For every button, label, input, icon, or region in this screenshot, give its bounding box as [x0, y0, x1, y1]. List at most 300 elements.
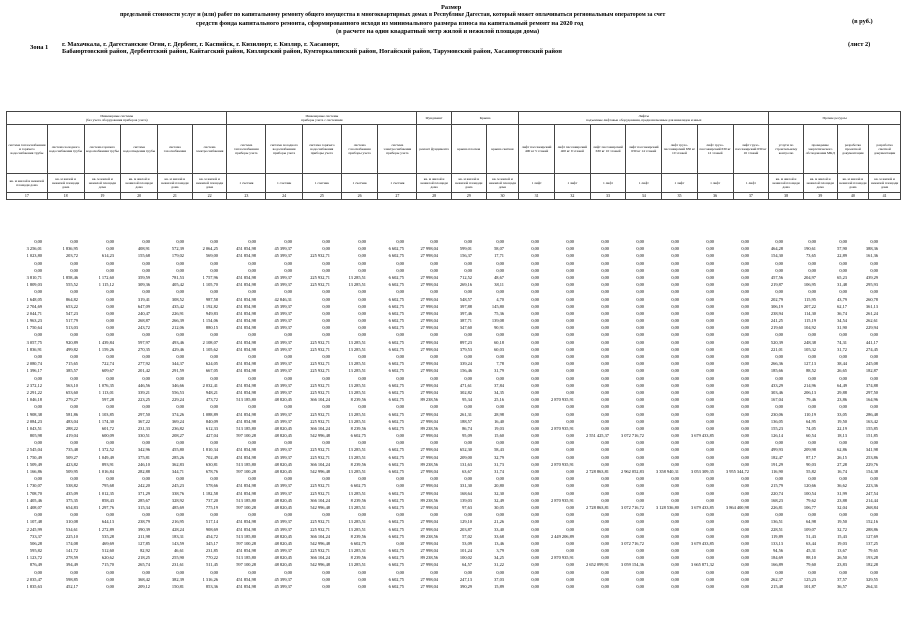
table-cell: 0,00 [70, 239, 78, 244]
table-cell: 0,00 [176, 440, 184, 446]
table-cell: 3 072 716,72 [620, 433, 644, 439]
table-cell: 36,57 [837, 584, 847, 589]
table-cell: 0,00 [176, 289, 184, 295]
table-cell: 0,00 [741, 548, 749, 554]
table-cell: 228,51 [770, 526, 783, 532]
table-cell: 0,00 [671, 303, 679, 309]
table-cell: 45 399,37 [274, 454, 292, 460]
table-cell: 3 059 154,36 [620, 562, 644, 568]
table-cell: 27 998,04 [420, 540, 438, 546]
table-cell: 125,23 [803, 576, 816, 582]
table-cell: 310,08 [65, 519, 78, 525]
table-cell: 0,00 [396, 512, 404, 518]
column-header: разработка сметной документации [869, 125, 901, 174]
table-cell: 238,94 [770, 310, 783, 316]
table-cell: 548,57 [459, 296, 472, 302]
table-cell: 0,00 [34, 332, 42, 338]
table-cell: 0,00 [430, 404, 438, 410]
table-cell: 897,23 [459, 339, 472, 345]
table-cell: 517,14 [205, 519, 218, 525]
column-unit: кв. м жилой и нежилой площади дома [837, 174, 869, 193]
table-cell: 599,01 [459, 246, 472, 252]
table-cell: 0,00 [636, 526, 644, 532]
table-cell: 27 998,04 [420, 447, 438, 453]
table-cell: 0,00 [176, 512, 184, 518]
table-cell: 0,00 [601, 512, 609, 518]
table-cell: 388,36 [865, 246, 878, 252]
table-cell: 225 932,71 [310, 526, 330, 532]
table-cell: 0,00 [706, 404, 714, 410]
column-unit: 1 счетчик [266, 174, 303, 193]
table-cell: 0,00 [741, 325, 749, 331]
table-cell: 0,00 [106, 576, 114, 582]
table-cell: 0,00 [322, 354, 330, 359]
table-row [6, 468, 901, 475]
table-cell: 0,00 [741, 519, 749, 525]
column-unit: 1 лифт [733, 174, 769, 193]
table-cell: 34,35 [494, 389, 504, 395]
table-cell: 0,00 [358, 253, 366, 259]
table-cell: 0,00 [706, 303, 714, 309]
table-cell: 0,00 [322, 296, 330, 302]
table-cell: 48 820,45 [274, 555, 292, 561]
table-cell: 0,00 [210, 332, 218, 338]
table-row [6, 454, 901, 461]
table-cell: 542 996,48 [310, 469, 330, 474]
table-cell: 6 602,75 [388, 325, 404, 331]
table-cell: 513 185,80 [236, 555, 256, 561]
table-cell: 0,00 [706, 490, 714, 496]
table-cell: 19,03 [494, 425, 504, 431]
table-cell: 13 285,51 [348, 382, 366, 388]
table-cell: 0,00 [430, 569, 438, 575]
column-header: разработка проектной документации [837, 125, 869, 174]
table-cell: 0,00 [741, 389, 749, 395]
table-cell: 394,49 [65, 562, 78, 568]
table-cell: 231,85 [205, 548, 218, 554]
table-cell: 0,00 [741, 425, 749, 431]
table-cell: 0,00 [284, 289, 292, 295]
table-cell: 715,70 [101, 562, 114, 568]
table-cell: 319,41 [137, 296, 150, 302]
table-cell: 0,00 [464, 476, 472, 482]
table-cell: 0,00 [741, 318, 749, 324]
table-cell: 0,00 [531, 548, 539, 554]
table-cell: 33,05 [837, 411, 847, 417]
table-cell: 0,00 [322, 303, 330, 309]
table-cell: 455,80 [171, 447, 184, 453]
table-cell: 0,00 [70, 289, 78, 295]
table-cell: 1 192,82 [202, 303, 218, 309]
table-cell: 609,67 [101, 368, 114, 374]
table-cell: 366 104,24 [310, 497, 330, 503]
table-cell: 374,88 [865, 382, 878, 388]
table-cell: 0,00 [671, 519, 679, 525]
table-cell: 0,00 [706, 296, 714, 302]
table-cell: 0,00 [671, 476, 679, 482]
table-cell: 0,00 [464, 260, 472, 266]
table-cell: 202,79 [770, 296, 783, 302]
table-cell: 0,00 [531, 361, 539, 367]
table-cell: 0,00 [284, 375, 292, 381]
table-cell: 0,00 [396, 267, 404, 273]
table-cell: 1 963,23 [26, 318, 42, 324]
table-cell: 13 285,51 [348, 368, 366, 374]
table-cell: 45 399,37 [274, 483, 292, 489]
table-cell: 0,00 [106, 303, 114, 309]
table-cell: 0,00 [808, 260, 816, 266]
table-cell: 0,00 [636, 310, 644, 316]
table-cell: 597 100,28 [236, 540, 256, 546]
table-cell: 0,00 [396, 332, 404, 338]
table-cell: 0,00 [636, 332, 644, 338]
table-cell: 1 908,38 [26, 411, 42, 417]
table-cell: 0,00 [636, 404, 644, 410]
table-cell: 451 854,98 [236, 361, 256, 367]
column-unit: кв. м жилой и нежилой площади дома [869, 174, 901, 193]
table-cell: 242,20 [137, 483, 150, 489]
table-cell: 0,00 [741, 368, 749, 374]
table-cell: 6 602,75 [388, 454, 404, 460]
table-cell: 0,00 [531, 318, 539, 324]
table-cell: 248,38 [803, 339, 816, 345]
table-cell: 27 998,04 [420, 411, 438, 417]
doc-title-line3: (в расчете на один квадратный метр жилой и нежилой площади дома) [336, 28, 540, 35]
table-cell: 654,83 [65, 504, 78, 510]
table-cell: 733,37 [29, 533, 42, 539]
table-cell: 0,00 [636, 303, 644, 309]
table-cell: 0,00 [706, 260, 714, 266]
table-cell: 247,54 [865, 490, 878, 496]
column-header: система горячего водоснабжения приборы учета [302, 125, 341, 174]
table-cell: 8 239,56 [350, 461, 366, 467]
table-cell: 513 185,80 [236, 533, 256, 539]
table-cell: 0,00 [636, 483, 644, 489]
table-cell: 0,00 [636, 476, 644, 482]
table-cell: 1 182,58 [202, 490, 218, 496]
table-cell: 0,00 [601, 569, 609, 575]
table-cell: 0,00 [775, 239, 783, 244]
table-cell: 520,39 [770, 339, 783, 345]
column-number: 24 [266, 193, 303, 200]
table-cell: 0,00 [566, 440, 574, 446]
table-cell: 26,65 [837, 368, 847, 374]
table-cell: 37,57 [837, 576, 847, 582]
table-cell: 0,00 [566, 332, 574, 338]
table-cell: 18,13 [837, 433, 847, 439]
table-cell: 0,00 [601, 239, 609, 244]
table-cell: 770,22 [205, 555, 218, 561]
table-cell: 34,25 [494, 555, 504, 561]
table-cell: 219,87 [770, 282, 783, 288]
table-cell: 0,00 [531, 325, 539, 331]
table-cell: 1 123,72 [26, 555, 42, 561]
table-row [6, 403, 901, 410]
table-cell: 0,00 [636, 497, 644, 503]
table-cell: 0,00 [284, 239, 292, 244]
column-number: 41 [869, 193, 901, 200]
table-cell: 0,00 [531, 469, 539, 474]
table-cell: 6 602,75 [388, 425, 404, 431]
table-cell: 0,00 [496, 569, 504, 575]
table-cell: 27 998,04 [420, 584, 438, 589]
table-cell: 0,00 [741, 296, 749, 302]
table-cell: 0,00 [531, 504, 539, 510]
table-cell: 601,72 [101, 425, 114, 431]
table-cell: 0,00 [741, 555, 749, 561]
table-cell: 13 285,51 [348, 274, 366, 280]
table-cell: 302,82 [459, 389, 472, 395]
table-cell: 0,00 [322, 310, 330, 316]
table-cell: 2 080,74 [26, 361, 42, 367]
table-cell: 0,00 [358, 303, 366, 309]
table-cell: 0,00 [636, 267, 644, 273]
table-cell: 0,00 [741, 375, 749, 381]
column-header: система электроснабжения [192, 125, 227, 174]
group-other: Прочие ресурсы [769, 112, 901, 125]
table-cell: 1 297,76 [98, 504, 114, 510]
column-unit: кв. м жилой и нежилой площади дома [47, 174, 84, 193]
table-cell: 0,00 [671, 239, 679, 244]
table-cell: 366 104,24 [310, 533, 330, 539]
table-cell: 0,00 [601, 339, 609, 345]
table-cell: 45 399,37 [274, 418, 292, 424]
table-cell: 0,00 [531, 296, 539, 302]
table-cell: 0,00 [706, 526, 714, 532]
table-cell: 0,00 [870, 260, 878, 266]
table-cell: 64,57 [462, 562, 472, 568]
table-cell: 0,00 [706, 289, 714, 295]
table-cell: 0,00 [775, 260, 783, 266]
table-cell: 0,00 [775, 332, 783, 338]
table-cell: 0,00 [706, 454, 714, 460]
table-row [6, 554, 901, 561]
table-cell: 737,20 [205, 497, 218, 503]
table-cell: 45 399,37 [274, 584, 292, 589]
column-header: система теплоснабжения и горячего водоснабжения трубы [7, 125, 48, 174]
table-cell: 6 602,75 [388, 246, 404, 252]
table-cell: 27 998,04 [420, 274, 438, 280]
table-cell: 6 602,75 [388, 411, 404, 417]
table-cell: 0,00 [70, 569, 78, 575]
table-cell: 0,00 [496, 476, 504, 482]
table-cell: 0,00 [34, 375, 42, 381]
table-cell: 0,00 [531, 512, 539, 518]
table-cell: 0,00 [706, 332, 714, 338]
table-cell: 0,00 [464, 440, 472, 446]
table-cell: 179,02 [171, 253, 184, 259]
table-cell: 0,00 [636, 382, 644, 388]
table-cell: 229,76 [865, 461, 878, 467]
column-header: система холодного водоснабжения приборы учета [266, 125, 303, 174]
table-cell: 341,98 [865, 447, 878, 453]
table-cell: 0,00 [566, 267, 574, 273]
table-cell: 1 648,05 [26, 296, 42, 302]
table-cell: 0,00 [839, 404, 847, 410]
table-cell: 0,00 [396, 440, 404, 446]
table-cell: 8 239,56 [350, 533, 366, 539]
table-cell: 647,09 [137, 303, 150, 309]
table-cell: 0,00 [636, 274, 644, 280]
table-cell: 0,00 [464, 289, 472, 295]
table-cell: 597,97 [137, 339, 150, 345]
table-cell: 542 996,48 [310, 504, 330, 510]
table-cell: 0,00 [870, 512, 878, 518]
table-cell: 0,00 [706, 440, 714, 446]
table-cell: 185,66 [770, 368, 783, 374]
table-cell: 27 998,04 [420, 310, 438, 316]
table-cell: 0,00 [396, 540, 404, 546]
table-cell: 366 104,24 [310, 425, 330, 431]
column-header: система газоснабжения [158, 125, 193, 174]
table-cell: 268,87 [137, 318, 150, 324]
table-cell: 0,00 [706, 325, 714, 331]
table-cell: 0,00 [566, 584, 574, 589]
table-cell: 0,00 [430, 512, 438, 518]
table-cell: 0,00 [358, 325, 366, 331]
table-cell: 572,39 [171, 246, 184, 252]
table-cell: 0,00 [248, 354, 256, 359]
table-cell: 0,00 [636, 454, 644, 460]
table-cell: 6 602,75 [388, 497, 404, 503]
table-cell: 0,00 [706, 389, 714, 395]
table-cell: 64,49 [837, 382, 847, 388]
table-cell: 678,76 [205, 469, 218, 474]
table-cell: 451 854,98 [236, 548, 256, 554]
table-cell: 513 185,80 [236, 497, 256, 503]
table-cell: 2 551 425,37 [585, 433, 609, 439]
table-cell: 51,43 [806, 533, 816, 539]
column-unit: 1 лифт [697, 174, 733, 193]
table-cell: 0,00 [671, 418, 679, 424]
table-cell: 238,79 [137, 519, 150, 525]
table-cell: 243,72 [137, 325, 150, 331]
table-cell: 0,00 [566, 490, 574, 496]
table-cell: 152,16 [865, 519, 878, 525]
table-cell: 0,00 [322, 246, 330, 252]
table-cell: 346,66 [171, 382, 184, 388]
table-cell: 32,79 [494, 454, 504, 460]
table-cell: 0,00 [176, 267, 184, 273]
table-cell: 21,26 [494, 519, 504, 525]
table-cell: 225 932,71 [310, 447, 330, 453]
table-cell: 8 239,56 [350, 555, 366, 561]
table-cell: 6 602,75 [388, 310, 404, 316]
table-row [6, 267, 901, 274]
table-cell: 0,00 [706, 339, 714, 345]
table-cell: 597,28 [101, 397, 114, 403]
table-cell: 0,00 [322, 239, 330, 244]
table-cell: 31,74 [494, 469, 504, 474]
table-cell: 0,00 [706, 418, 714, 424]
table-cell: 0,00 [322, 260, 330, 266]
table-cell: 0,00 [531, 260, 539, 266]
table-cell: 0,00 [566, 260, 574, 266]
table-cell: 1 172,60 [98, 274, 114, 280]
table-cell: 0,00 [601, 519, 609, 525]
table-cell: 0,00 [706, 253, 714, 259]
table-cell: 0,00 [531, 289, 539, 295]
doc-title-line1: предельной стоимости услуг и (или) работ по капитальному ремонту общего имущества в многоквартирных домах в Республике Дагестан, который может оплачиваться региональным оператором за счет [120, 12, 666, 18]
table-cell: 0,00 [106, 440, 114, 446]
table-cell: 27 998,04 [420, 433, 438, 439]
table-cell: 262,61 [865, 318, 878, 324]
table-cell: 48 820,45 [274, 504, 292, 510]
table-cell: 0,00 [496, 267, 504, 273]
table-cell: 0,00 [870, 354, 878, 359]
table-cell: 32,72 [837, 526, 847, 532]
group-engineering-sub: (без учета оборудования приборов учета) [85, 118, 148, 122]
table-cell: 6 602,75 [388, 418, 404, 424]
table-cell: 0,00 [106, 512, 114, 518]
table-cell: 6 602,75 [388, 382, 404, 388]
column-number: 19 [84, 193, 121, 200]
table-cell: 0,00 [601, 555, 609, 561]
table-cell: 328,92 [171, 497, 184, 503]
group-foundation: Фундамент [417, 112, 452, 125]
table-cell: 408,91 [137, 246, 150, 252]
table-cell: 451 854,98 [236, 576, 256, 582]
table-cell: 37,84 [494, 382, 504, 388]
table-cell: 0,00 [741, 289, 749, 295]
table-row [6, 461, 901, 468]
table-cell: 45 399,37 [274, 576, 292, 582]
table-cell: 0,00 [671, 404, 679, 410]
table-cell: 0,00 [358, 246, 366, 252]
cities-line1: г. Махачкала, г. Дагестанские Огни, г. Дербент, г. Каспийск, г. Кизилюрт, г. Кизляр, г. Хасавюрт, [62, 41, 340, 48]
table-cell: 48,67 [494, 274, 504, 280]
table-cell: 0,00 [601, 425, 609, 431]
table-cell: 347,60 [459, 325, 472, 331]
table-cell: 0,00 [636, 375, 644, 381]
table-cell: 0,00 [396, 354, 404, 359]
table-cell: 1 046,18 [26, 397, 42, 403]
table-cell: 285,26 [171, 454, 184, 460]
table-cell: 0,00 [671, 447, 679, 453]
table-cell: 864,82 [65, 296, 78, 302]
table-cell: 0,00 [870, 332, 878, 338]
table-cell: 230,06 [770, 411, 783, 417]
table-cell: 0,00 [531, 476, 539, 482]
table-cell: 0,00 [671, 375, 679, 381]
table-cell: 8 239,56 [350, 497, 366, 503]
table-cell: 0,00 [531, 267, 539, 273]
table-cell: 0,00 [839, 239, 847, 244]
table-cell: 0,00 [636, 339, 644, 345]
table-cell: 0,00 [566, 310, 574, 316]
table-cell: 0,00 [106, 325, 114, 331]
table-cell: 330,51 [137, 433, 150, 439]
table-cell: 23,88 [837, 497, 847, 503]
table-cell: 0,00 [70, 404, 78, 410]
column-unit: кв. м жилой и нежилой площади дома [769, 174, 804, 193]
table-cell: 191,29 [770, 461, 783, 467]
table-cell: 542 996,48 [310, 433, 330, 439]
column-number: 17 [7, 193, 48, 200]
table-cell: 8 239,56 [350, 425, 366, 431]
table-cell: 853,36 [205, 584, 218, 589]
column-number: 25 [302, 193, 341, 200]
table-cell: 0,00 [775, 440, 783, 446]
table-row [6, 569, 901, 576]
table-cell: 1 166,86 [26, 469, 42, 474]
table-cell: 451 854,98 [236, 389, 256, 395]
table-cell: 6 602,75 [350, 433, 366, 439]
table-cell: 154,30 [770, 253, 783, 259]
column-unit: 1 лифт [590, 174, 626, 193]
table-cell: 164,96 [865, 397, 878, 403]
table-cell: 0,00 [566, 447, 574, 453]
